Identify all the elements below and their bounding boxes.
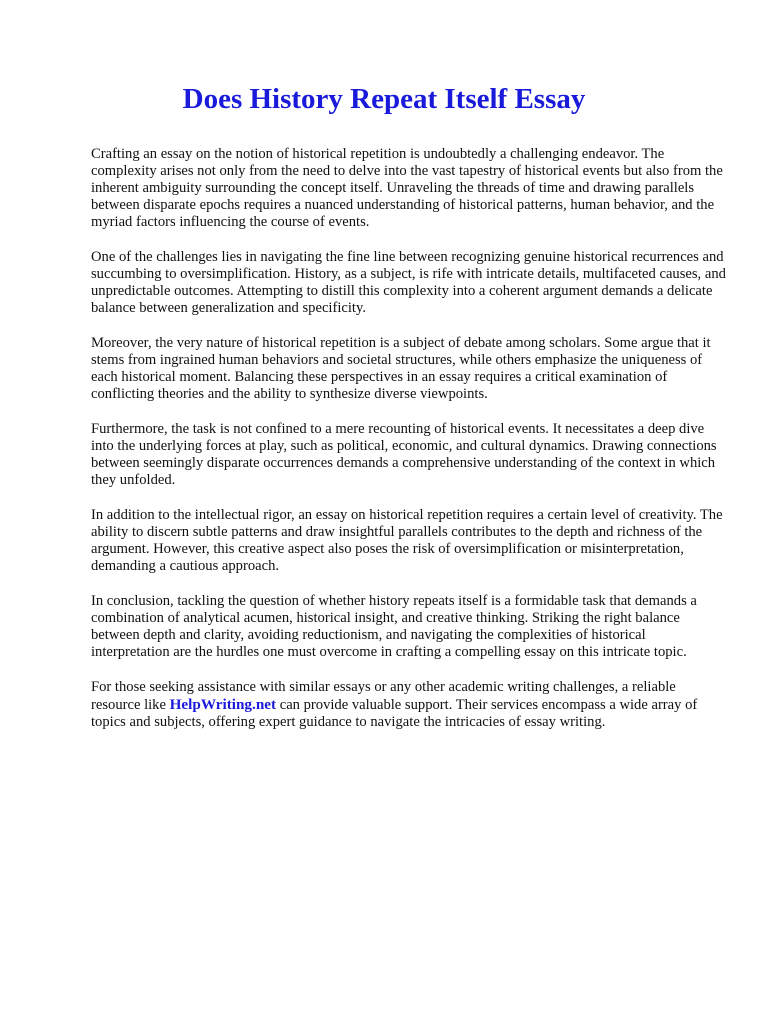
- paragraph-6: In conclusion, tackling the question of whether history repeats itself is a formidable task that demands a combination of analytical acumen, historical insight, and creative thinking. Striking the right balance between depth and clarity, avoiding reductionism, and navigating the complexities of historical interpretation are the hurdles one must overcome in crafting a compelling essay on this intricate topic.: [91, 592, 697, 661]
- paragraph-5: In addition to the intellectual rigor, an essay on historical repetition requires a certain level of creativity. The ability to discern subtle patterns and draw insightful parallels contributes to the depth and richness of the argument. However, this creative aspect also poses the risk of oversimplification or misinterpretation, demanding a cautious approach.: [91, 506, 723, 575]
- paragraph-3: Moreover, the very nature of historical repetition is a subject of debate among scholars. Some argue that it stems from ingrained human behaviors and societal structures, while others emphasize the uniqueness of each historical moment. Balancing these perspectives in an essay requires a critical examination of conflicting theories and the ability to synthesize diverse viewpoints.: [91, 335, 711, 403]
- paragraph-final: [91, 679, 726, 731]
- paragraph-2: One of the challenges lies in navigating the fine line between recognizing genuine historical recurrences and succumbing to oversimplification. History, as a subject, is rife with intricate details, multifaceted causes, and unpredictable outcomes. Attempting to distill this complexity into a coherent argument demands a delicate balance between generalization and specificity.: [91, 249, 726, 317]
- helpwriting-link[interactable]: HelpWriting.net: [169, 696, 277, 713]
- document-title: Does History Repeat Itself Essay: [182, 83, 586, 115]
- final-text-before-link: For those seeking assistance with similar essays or any other academic writing challenges, a reliable resource like: [91, 678, 676, 713]
- paragraph-1: Crafting an essay on the notion of historical repetition is undoubtedly a challenging endeavor. The complexity arises not only from the need to delve into the vast tapestry of historical events but also from the inherent ambiguity surrounding the concept itself. Unraveling the threads of time and drawing parallels between disparate epochs requires a nuanced understanding of historical patterns, human behavior, and the myriad factors influencing the course of events.: [91, 146, 723, 231]
- final-text-after-link: can provide valuable support. Their services encompass a wide array of topics and subjects, offering expert guidance to navigate the intricacies of essay writing.: [91, 697, 698, 731]
- paragraph-4: Furthermore, the task is not confined to a mere recounting of historical events. It necessitates a deep dive into the underlying forces at play, such as political, economic, and cultural dynamics. Drawing connections between seemingly disparate occurrences demands a comprehensive understanding of the context in which they unfolded.: [91, 421, 717, 489]
- document-body: [91, 146, 726, 749]
